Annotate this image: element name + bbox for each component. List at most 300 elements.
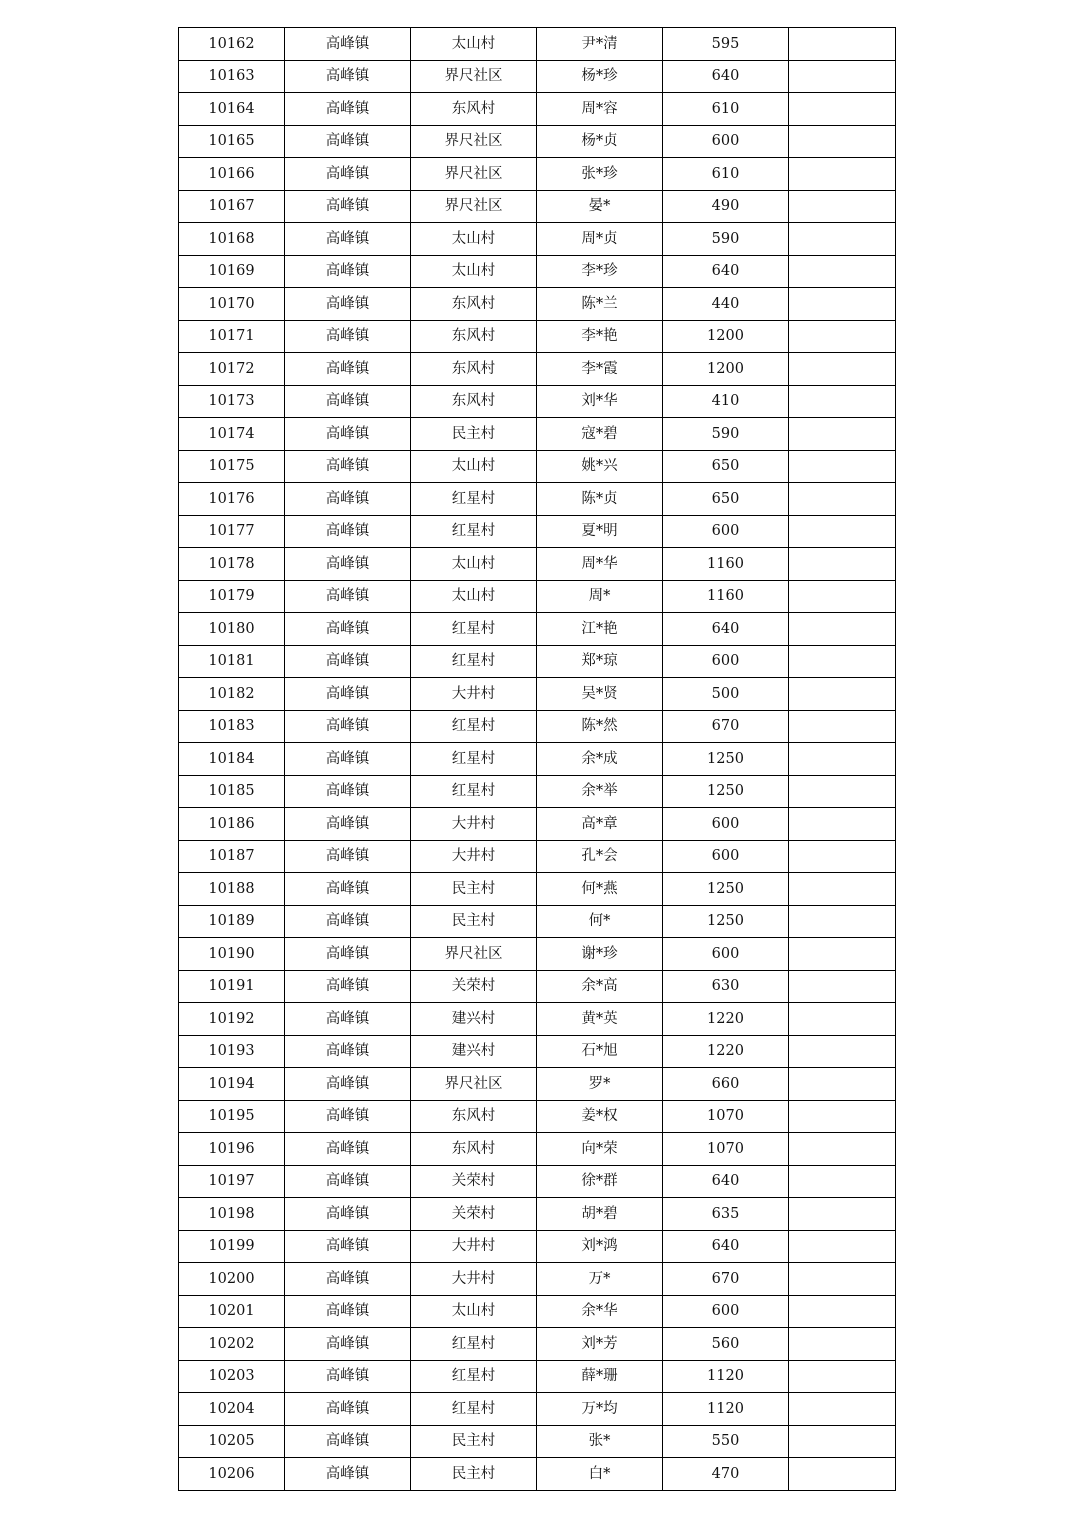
name-cell: 余*举	[537, 775, 663, 808]
village-cell: 太山村	[411, 1295, 537, 1328]
note-cell	[789, 775, 896, 808]
amount-cell: 440	[663, 288, 789, 321]
amount-cell: 1200	[663, 320, 789, 353]
amount-cell: 1160	[663, 548, 789, 581]
town-cell: 高峰镇	[285, 645, 411, 678]
village-cell: 建兴村	[411, 1035, 537, 1068]
name-cell: 何*燕	[537, 873, 663, 906]
name-cell: 晏*	[537, 190, 663, 223]
amount-cell: 1120	[663, 1393, 789, 1426]
village-cell: 东风村	[411, 288, 537, 321]
serial-number-cell: 10198	[179, 1198, 285, 1231]
town-cell: 高峰镇	[285, 158, 411, 191]
name-cell: 姜*权	[537, 1100, 663, 1133]
amount-cell: 600	[663, 938, 789, 971]
amount-cell: 500	[663, 678, 789, 711]
village-cell: 红星村	[411, 743, 537, 776]
village-cell: 东风村	[411, 93, 537, 126]
note-cell	[789, 320, 896, 353]
table-row	[179, 255, 896, 288]
name-cell: 李*霞	[537, 353, 663, 386]
note-cell	[789, 190, 896, 223]
name-cell: 尹*清	[537, 28, 663, 61]
serial-number-cell: 10188	[179, 873, 285, 906]
name-cell: 李*艳	[537, 320, 663, 353]
amount-cell: 650	[663, 450, 789, 483]
village-cell: 红星村	[411, 1360, 537, 1393]
village-cell: 大井村	[411, 678, 537, 711]
amount-cell: 660	[663, 1068, 789, 1101]
table-row	[179, 1003, 896, 1036]
note-cell	[789, 1003, 896, 1036]
note-cell	[789, 1100, 896, 1133]
table-row	[179, 905, 896, 938]
table-row	[179, 158, 896, 191]
table-row	[179, 580, 896, 613]
serial-number-cell: 10165	[179, 125, 285, 158]
serial-number-cell: 10185	[179, 775, 285, 808]
table-row	[179, 1360, 896, 1393]
serial-number-cell: 10200	[179, 1263, 285, 1296]
table-row	[179, 320, 896, 353]
amount-cell: 640	[663, 1165, 789, 1198]
note-cell	[789, 515, 896, 548]
amount-cell: 410	[663, 385, 789, 418]
serial-number-cell: 10171	[179, 320, 285, 353]
note-cell	[789, 1198, 896, 1231]
note-cell	[789, 645, 896, 678]
village-cell: 太山村	[411, 28, 537, 61]
serial-number-cell: 10168	[179, 223, 285, 256]
name-cell: 杨*珍	[537, 60, 663, 93]
town-cell: 高峰镇	[285, 1068, 411, 1101]
village-cell: 界尺社区	[411, 158, 537, 191]
town-cell: 高峰镇	[285, 1198, 411, 1231]
village-cell: 界尺社区	[411, 60, 537, 93]
name-cell: 陈*然	[537, 710, 663, 743]
table-row	[179, 483, 896, 516]
serial-number-cell: 10180	[179, 613, 285, 646]
serial-number-cell: 10164	[179, 93, 285, 126]
town-cell: 高峰镇	[285, 905, 411, 938]
village-cell: 太山村	[411, 580, 537, 613]
amount-cell: 630	[663, 970, 789, 1003]
amount-cell: 590	[663, 418, 789, 451]
serial-number-cell: 10175	[179, 450, 285, 483]
amount-cell: 640	[663, 255, 789, 288]
note-cell	[789, 483, 896, 516]
amount-cell: 610	[663, 93, 789, 126]
table-row	[179, 1393, 896, 1426]
serial-number-cell: 10204	[179, 1393, 285, 1426]
serial-number-cell: 10174	[179, 418, 285, 451]
serial-number-cell: 10191	[179, 970, 285, 1003]
name-cell: 高*章	[537, 808, 663, 841]
table-row	[179, 353, 896, 386]
serial-number-cell: 10206	[179, 1458, 285, 1491]
village-cell: 红星村	[411, 1393, 537, 1426]
note-cell	[789, 288, 896, 321]
village-cell: 东风村	[411, 1133, 537, 1166]
note-cell	[789, 613, 896, 646]
village-cell: 红星村	[411, 483, 537, 516]
table-row	[179, 840, 896, 873]
amount-cell: 1160	[663, 580, 789, 613]
name-cell: 余*高	[537, 970, 663, 1003]
name-cell: 周*贞	[537, 223, 663, 256]
amount-cell: 1250	[663, 905, 789, 938]
amount-cell: 595	[663, 28, 789, 61]
village-cell: 太山村	[411, 548, 537, 581]
amount-cell: 490	[663, 190, 789, 223]
village-cell: 红星村	[411, 775, 537, 808]
serial-number-cell: 10192	[179, 1003, 285, 1036]
village-cell: 关荣村	[411, 970, 537, 1003]
name-cell: 张*珍	[537, 158, 663, 191]
town-cell: 高峰镇	[285, 938, 411, 971]
name-cell: 吴*贤	[537, 678, 663, 711]
amount-cell: 640	[663, 60, 789, 93]
note-cell	[789, 905, 896, 938]
table-row	[179, 125, 896, 158]
roster-table-body	[179, 28, 896, 1491]
serial-number-cell: 10199	[179, 1230, 285, 1263]
town-cell: 高峰镇	[285, 548, 411, 581]
amount-cell: 640	[663, 1230, 789, 1263]
serial-number-cell: 10178	[179, 548, 285, 581]
town-cell: 高峰镇	[285, 255, 411, 288]
amount-cell: 600	[663, 808, 789, 841]
table-row	[179, 385, 896, 418]
table-row	[179, 1425, 896, 1458]
town-cell: 高峰镇	[285, 190, 411, 223]
table-row	[179, 1328, 896, 1361]
note-cell	[789, 223, 896, 256]
village-cell: 大井村	[411, 808, 537, 841]
name-cell: 罗*	[537, 1068, 663, 1101]
serial-number-cell: 10177	[179, 515, 285, 548]
table-row	[179, 775, 896, 808]
name-cell: 刘*华	[537, 385, 663, 418]
town-cell: 高峰镇	[285, 840, 411, 873]
village-cell: 民主村	[411, 873, 537, 906]
table-row	[179, 60, 896, 93]
town-cell: 高峰镇	[285, 223, 411, 256]
serial-number-cell: 10173	[179, 385, 285, 418]
serial-number-cell: 10179	[179, 580, 285, 613]
amount-cell: 1250	[663, 873, 789, 906]
town-cell: 高峰镇	[285, 385, 411, 418]
note-cell	[789, 710, 896, 743]
note-cell	[789, 125, 896, 158]
note-cell	[789, 1263, 896, 1296]
name-cell: 陈*兰	[537, 288, 663, 321]
table-row	[179, 1263, 896, 1296]
town-cell: 高峰镇	[285, 1360, 411, 1393]
table-row	[179, 288, 896, 321]
serial-number-cell: 10205	[179, 1425, 285, 1458]
note-cell	[789, 1425, 896, 1458]
table-row	[179, 873, 896, 906]
name-cell: 万*均	[537, 1393, 663, 1426]
amount-cell: 1120	[663, 1360, 789, 1393]
serial-number-cell: 10193	[179, 1035, 285, 1068]
note-cell	[789, 93, 896, 126]
amount-cell: 560	[663, 1328, 789, 1361]
town-cell: 高峰镇	[285, 1295, 411, 1328]
village-cell: 红星村	[411, 613, 537, 646]
name-cell: 胡*碧	[537, 1198, 663, 1231]
amount-cell: 1250	[663, 743, 789, 776]
note-cell	[789, 743, 896, 776]
town-cell: 高峰镇	[285, 418, 411, 451]
village-cell: 大井村	[411, 1263, 537, 1296]
name-cell: 白*	[537, 1458, 663, 1491]
village-cell: 太山村	[411, 255, 537, 288]
town-cell: 高峰镇	[285, 125, 411, 158]
table-row	[179, 743, 896, 776]
village-cell: 东风村	[411, 1100, 537, 1133]
table-row	[179, 93, 896, 126]
serial-number-cell: 10194	[179, 1068, 285, 1101]
note-cell	[789, 548, 896, 581]
town-cell: 高峰镇	[285, 580, 411, 613]
table-row	[179, 1068, 896, 1101]
note-cell	[789, 1165, 896, 1198]
village-cell: 关荣村	[411, 1165, 537, 1198]
amount-cell: 1250	[663, 775, 789, 808]
serial-number-cell: 10182	[179, 678, 285, 711]
serial-number-cell: 10183	[179, 710, 285, 743]
note-cell	[789, 1133, 896, 1166]
table-row	[179, 1133, 896, 1166]
town-cell: 高峰镇	[285, 1100, 411, 1133]
town-cell: 高峰镇	[285, 483, 411, 516]
town-cell: 高峰镇	[285, 1035, 411, 1068]
note-cell	[789, 1393, 896, 1426]
serial-number-cell: 10172	[179, 353, 285, 386]
table-row	[179, 970, 896, 1003]
amount-cell: 1220	[663, 1035, 789, 1068]
village-cell: 建兴村	[411, 1003, 537, 1036]
town-cell: 高峰镇	[285, 613, 411, 646]
name-cell: 姚*兴	[537, 450, 663, 483]
table-row	[179, 1198, 896, 1231]
village-cell: 东风村	[411, 385, 537, 418]
amount-cell: 610	[663, 158, 789, 191]
note-cell	[789, 1360, 896, 1393]
town-cell: 高峰镇	[285, 28, 411, 61]
town-cell: 高峰镇	[285, 775, 411, 808]
town-cell: 高峰镇	[285, 450, 411, 483]
name-cell: 周*	[537, 580, 663, 613]
name-cell: 郑*琼	[537, 645, 663, 678]
town-cell: 高峰镇	[285, 1263, 411, 1296]
note-cell	[789, 938, 896, 971]
village-cell: 界尺社区	[411, 938, 537, 971]
name-cell: 向*荣	[537, 1133, 663, 1166]
note-cell	[789, 1458, 896, 1491]
village-cell: 界尺社区	[411, 1068, 537, 1101]
amount-cell: 470	[663, 1458, 789, 1491]
serial-number-cell: 10189	[179, 905, 285, 938]
serial-number-cell: 10197	[179, 1165, 285, 1198]
table-row	[179, 450, 896, 483]
name-cell: 杨*贞	[537, 125, 663, 158]
village-cell: 红星村	[411, 515, 537, 548]
serial-number-cell: 10163	[179, 60, 285, 93]
village-cell: 民主村	[411, 418, 537, 451]
serial-number-cell: 10169	[179, 255, 285, 288]
village-cell: 大井村	[411, 840, 537, 873]
note-cell	[789, 1328, 896, 1361]
table-row	[179, 548, 896, 581]
name-cell: 陈*贞	[537, 483, 663, 516]
amount-cell: 600	[663, 840, 789, 873]
table-row	[179, 190, 896, 223]
serial-number-cell: 10181	[179, 645, 285, 678]
amount-cell: 550	[663, 1425, 789, 1458]
village-cell: 民主村	[411, 1425, 537, 1458]
name-cell: 江*艳	[537, 613, 663, 646]
note-cell	[789, 353, 896, 386]
table-row	[179, 645, 896, 678]
note-cell	[789, 1035, 896, 1068]
amount-cell: 650	[663, 483, 789, 516]
serial-number-cell: 10187	[179, 840, 285, 873]
roster-table	[178, 27, 896, 1491]
village-cell: 民主村	[411, 1458, 537, 1491]
town-cell: 高峰镇	[285, 873, 411, 906]
village-cell: 关荣村	[411, 1198, 537, 1231]
serial-number-cell: 10201	[179, 1295, 285, 1328]
name-cell: 余*成	[537, 743, 663, 776]
name-cell: 徐*群	[537, 1165, 663, 1198]
village-cell: 红星村	[411, 1328, 537, 1361]
name-cell: 黄*英	[537, 1003, 663, 1036]
name-cell: 夏*明	[537, 515, 663, 548]
note-cell	[789, 1230, 896, 1263]
serial-number-cell: 10176	[179, 483, 285, 516]
town-cell: 高峰镇	[285, 93, 411, 126]
village-cell: 红星村	[411, 710, 537, 743]
amount-cell: 600	[663, 125, 789, 158]
amount-cell: 635	[663, 1198, 789, 1231]
town-cell: 高峰镇	[285, 678, 411, 711]
amount-cell: 600	[663, 515, 789, 548]
note-cell	[789, 580, 896, 613]
town-cell: 高峰镇	[285, 1003, 411, 1036]
note-cell	[789, 60, 896, 93]
table-row	[179, 1295, 896, 1328]
table-row	[179, 1230, 896, 1263]
table-row	[179, 1035, 896, 1068]
town-cell: 高峰镇	[285, 710, 411, 743]
name-cell: 张*	[537, 1425, 663, 1458]
name-cell: 薛*珊	[537, 1360, 663, 1393]
note-cell	[789, 1068, 896, 1101]
town-cell: 高峰镇	[285, 515, 411, 548]
name-cell: 余*华	[537, 1295, 663, 1328]
table-row	[179, 28, 896, 61]
note-cell	[789, 450, 896, 483]
name-cell: 谢*珍	[537, 938, 663, 971]
serial-number-cell: 10202	[179, 1328, 285, 1361]
note-cell	[789, 418, 896, 451]
town-cell: 高峰镇	[285, 320, 411, 353]
table-row	[179, 710, 896, 743]
table-row	[179, 1100, 896, 1133]
amount-cell: 600	[663, 1295, 789, 1328]
town-cell: 高峰镇	[285, 1393, 411, 1426]
serial-number-cell: 10162	[179, 28, 285, 61]
village-cell: 界尺社区	[411, 190, 537, 223]
town-cell: 高峰镇	[285, 1425, 411, 1458]
town-cell: 高峰镇	[285, 353, 411, 386]
serial-number-cell: 10195	[179, 1100, 285, 1133]
name-cell: 周*容	[537, 93, 663, 126]
town-cell: 高峰镇	[285, 288, 411, 321]
village-cell: 红星村	[411, 645, 537, 678]
note-cell	[789, 1295, 896, 1328]
table-row	[179, 808, 896, 841]
serial-number-cell: 10190	[179, 938, 285, 971]
serial-number-cell: 10166	[179, 158, 285, 191]
serial-number-cell: 10184	[179, 743, 285, 776]
table-row	[179, 223, 896, 256]
amount-cell: 600	[663, 645, 789, 678]
village-cell: 太山村	[411, 450, 537, 483]
note-cell	[789, 28, 896, 61]
town-cell: 高峰镇	[285, 808, 411, 841]
amount-cell: 1070	[663, 1133, 789, 1166]
name-cell: 万*	[537, 1263, 663, 1296]
amount-cell: 670	[663, 710, 789, 743]
note-cell	[789, 840, 896, 873]
note-cell	[789, 970, 896, 1003]
town-cell: 高峰镇	[285, 1133, 411, 1166]
town-cell: 高峰镇	[285, 1458, 411, 1491]
note-cell	[789, 385, 896, 418]
village-cell: 民主村	[411, 905, 537, 938]
serial-number-cell: 10196	[179, 1133, 285, 1166]
table-row	[179, 938, 896, 971]
village-cell: 太山村	[411, 223, 537, 256]
amount-cell: 1070	[663, 1100, 789, 1133]
village-cell: 界尺社区	[411, 125, 537, 158]
town-cell: 高峰镇	[285, 970, 411, 1003]
amount-cell: 590	[663, 223, 789, 256]
table-row	[179, 678, 896, 711]
name-cell: 刘*鸿	[537, 1230, 663, 1263]
town-cell: 高峰镇	[285, 60, 411, 93]
serial-number-cell: 10186	[179, 808, 285, 841]
town-cell: 高峰镇	[285, 1328, 411, 1361]
name-cell: 石*旭	[537, 1035, 663, 1068]
amount-cell: 670	[663, 1263, 789, 1296]
amount-cell: 1200	[663, 353, 789, 386]
town-cell: 高峰镇	[285, 1165, 411, 1198]
name-cell: 周*华	[537, 548, 663, 581]
town-cell: 高峰镇	[285, 1230, 411, 1263]
table-row	[179, 613, 896, 646]
note-cell	[789, 255, 896, 288]
amount-cell: 640	[663, 613, 789, 646]
town-cell: 高峰镇	[285, 743, 411, 776]
note-cell	[789, 158, 896, 191]
serial-number-cell: 10170	[179, 288, 285, 321]
serial-number-cell: 10203	[179, 1360, 285, 1393]
